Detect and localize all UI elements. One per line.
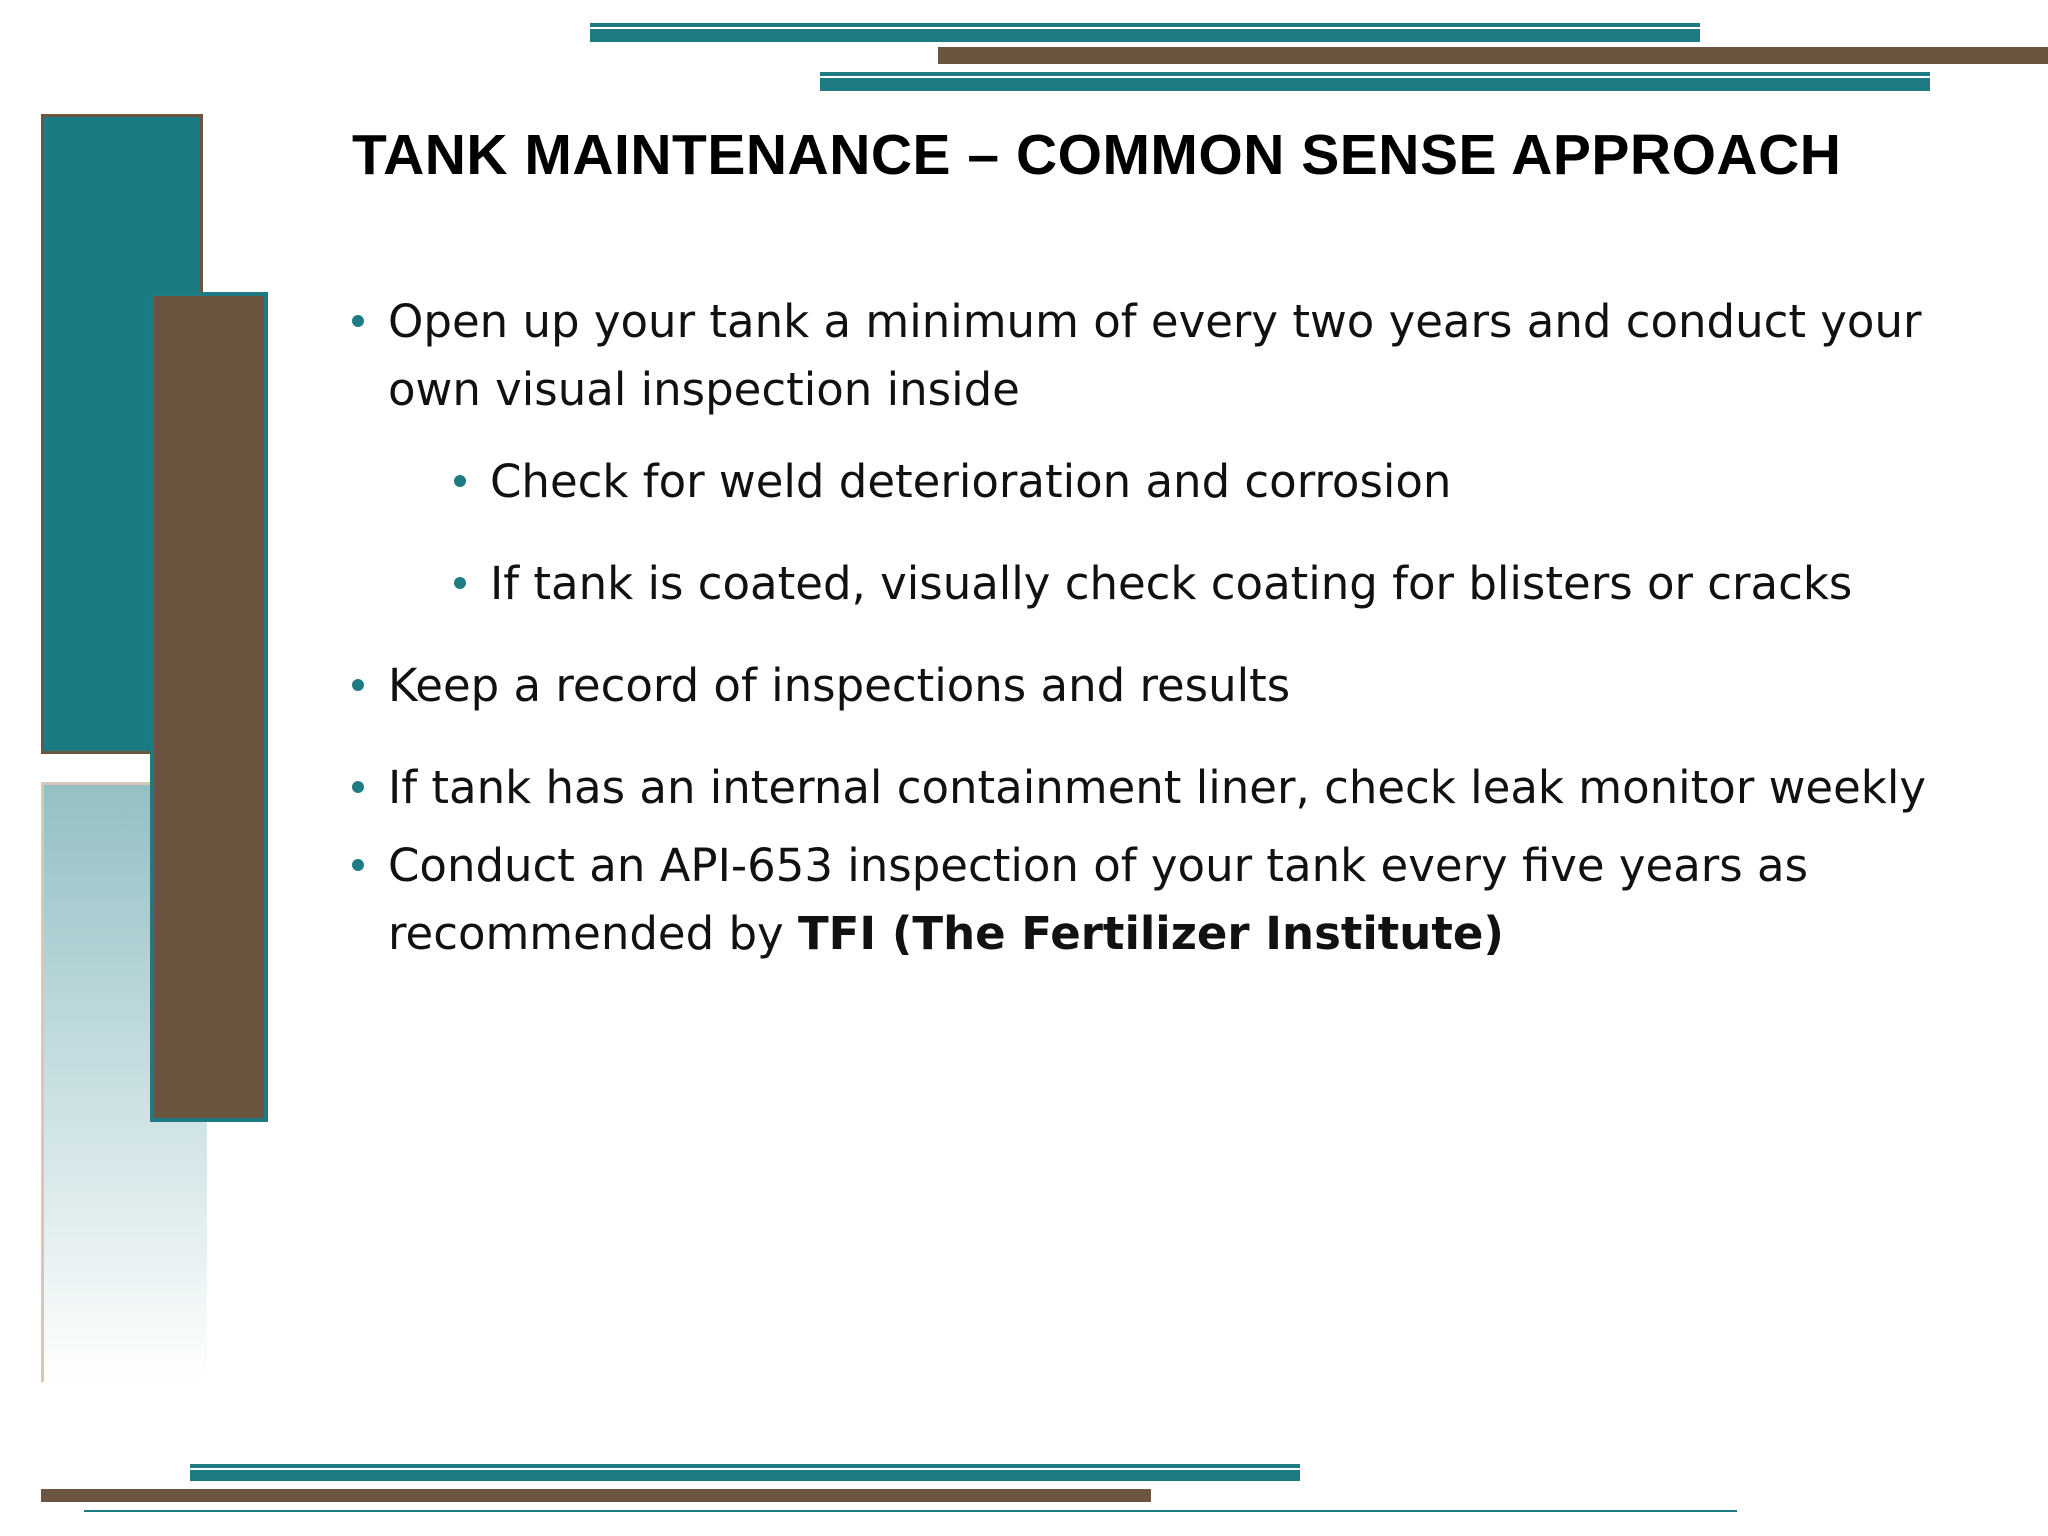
bullet-dot: [352, 781, 364, 793]
top-brown-line: [938, 47, 2048, 64]
slide-title: TANK MAINTENANCE – COMMON SENSE APPROACH: [352, 123, 1842, 187]
bullet-text: Conduct an API-653 inspection of your tank every five years as recommended by: [388, 839, 1809, 960]
bullet-item: [350, 652, 1970, 720]
bullet-text: If tank is coated, visually check coating for blisters or cracks: [490, 557, 1853, 610]
bullet-item: [350, 832, 1970, 968]
bullet-dot: [454, 577, 466, 589]
bottom-teal-line: [190, 1468, 1300, 1481]
top-teal-line: [590, 27, 1700, 42]
bullet-bold-text: TFI (The Fertilizer Institute): [797, 907, 1504, 960]
bullet-text: Open up your tank a minimum of every two years and conduct your own visual inspection inside: [388, 295, 1922, 416]
bottom-brown-line: [41, 1489, 1151, 1502]
bullet-dot: [454, 475, 466, 487]
bullet-dot: [352, 859, 364, 871]
bullet-item: [350, 754, 1970, 822]
bullet-dot: [352, 315, 364, 327]
bullet-text: Check for weld deterioration and corrosion: [490, 455, 1452, 508]
bullet-text: Keep a record of inspections and results: [388, 659, 1291, 712]
sub-bullet-item: [452, 550, 1970, 618]
bullet-dot: [352, 679, 364, 691]
bottom-thin-line: [84, 1510, 1737, 1512]
left-brown-block: [150, 292, 268, 1122]
bullet-list: [350, 288, 1970, 968]
sub-bullet-item: [452, 448, 1970, 516]
top-teal-line-lower: [820, 76, 1930, 91]
bullet-item: [350, 288, 1970, 424]
bullet-text: If tank has an internal containment liner, check leak monitor weekly: [388, 761, 1926, 814]
